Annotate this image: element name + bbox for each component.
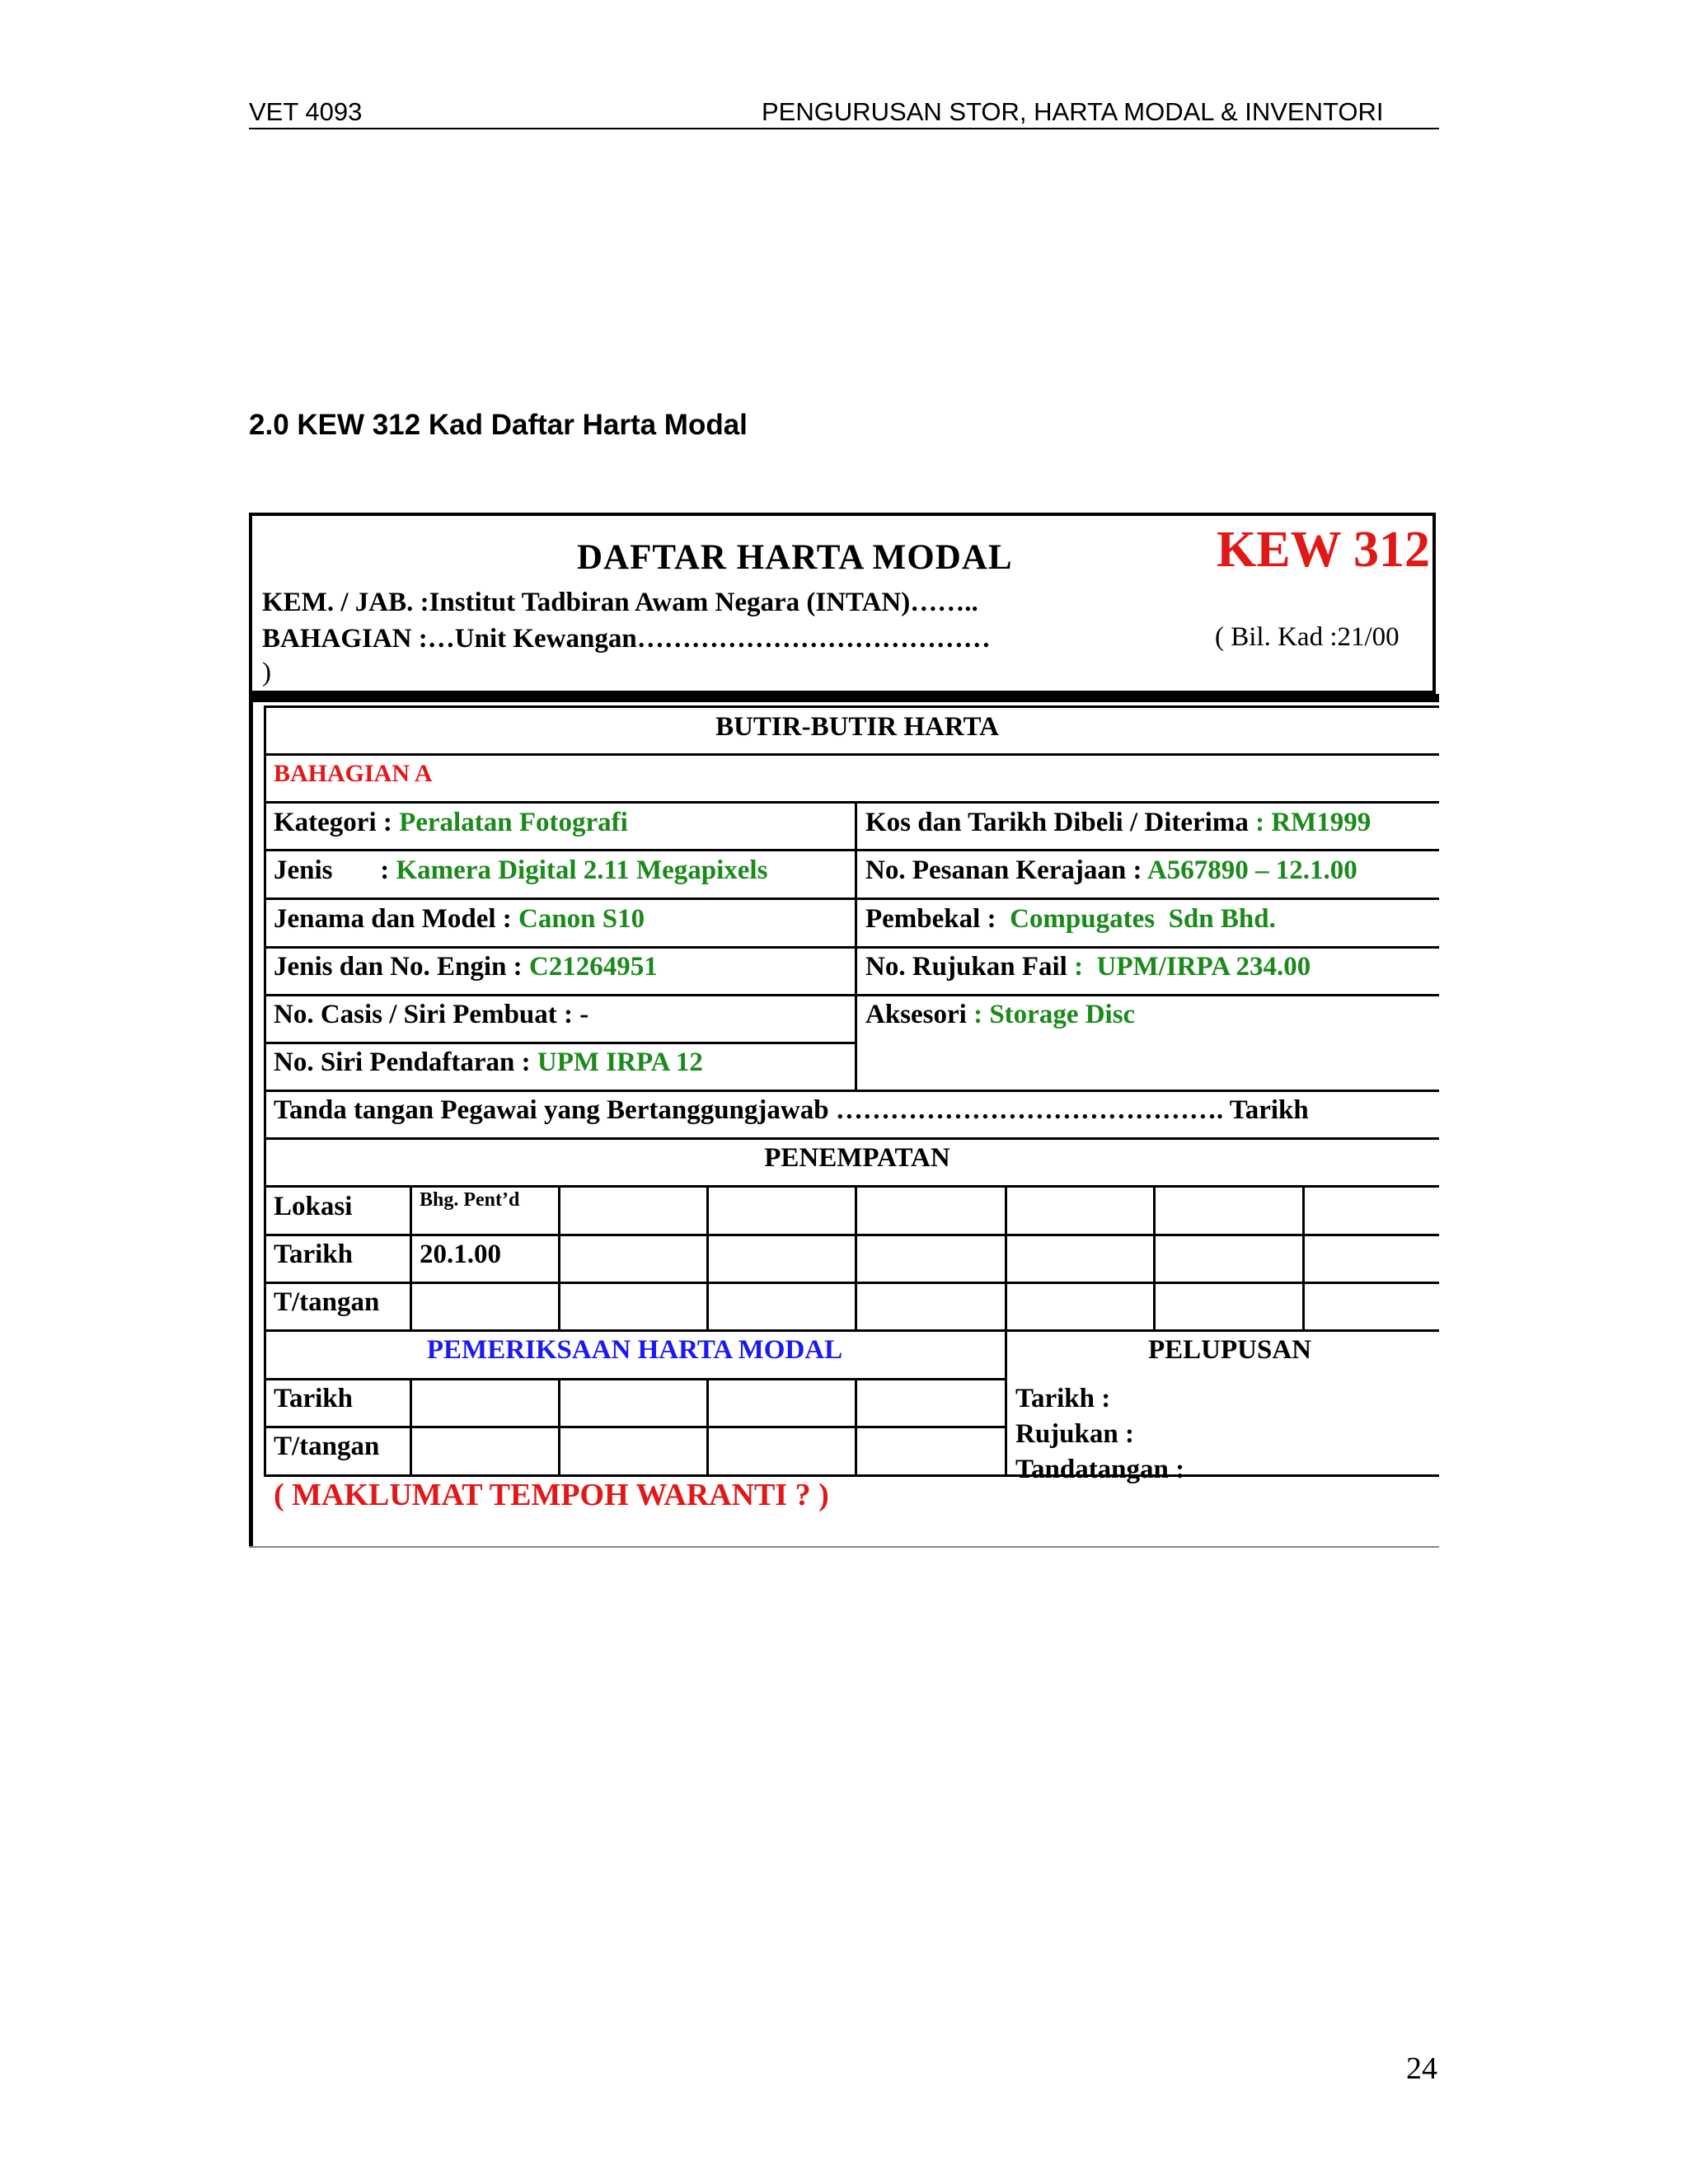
- closing-paren: ): [262, 658, 271, 687]
- jenis-field: Jenis : Kamera Digital 2.11 Megapixels: [274, 855, 768, 885]
- signature-line: Tanda tangan Pegawai yang Bertanggungjawab ……………………………………. Tarikh: [274, 1095, 1309, 1125]
- section-title: 2.0 KEW 312 Kad Daftar Harta Modal: [249, 409, 748, 441]
- card-title: DAFTAR HARTA MODAL: [577, 538, 1013, 577]
- jenama-model-field: Jenama dan Model : Canon S10: [274, 904, 645, 934]
- kem-jab-line: KEM. / JAB. :Institut Tadbiran Awam Negara (INTAN)……..: [262, 588, 978, 617]
- aksesori-field: Aksesori : Storage Disc: [865, 1000, 1136, 1029]
- card-header-shadow: [249, 694, 1439, 702]
- pemeriksaan-tarikh-label: Tarikh: [274, 1384, 354, 1413]
- header-rule: [249, 128, 1439, 129]
- card-bottom-rule: [249, 1546, 1439, 1548]
- siri-pendaftaran-field: No. Siri Pendaftaran : UPM IRPA 12: [274, 1047, 703, 1077]
- engin-field: Jenis dan No. Engin : C21264951: [274, 952, 658, 982]
- kategori-field: Kategori : Peralatan Fotografi: [274, 808, 628, 837]
- lokasi-label: Lokasi: [274, 1192, 353, 1221]
- butir-heading: BUTIR-BUTIR HARTA: [715, 712, 999, 742]
- bahagian-a-label: BAHAGIAN A: [274, 760, 433, 787]
- lokasi-value: Bhg. Pent’d: [420, 1189, 520, 1211]
- warranty-note: ( MAKLUMAT TEMPOH WARANTI ? ): [274, 1478, 829, 1512]
- header-course-code: VET 4093: [249, 97, 363, 126]
- pelupusan-heading: PELUPUSAN: [1147, 1335, 1312, 1365]
- pembekal-field: Pembekal : Compugates Sdn Bhd.: [865, 904, 1276, 934]
- form-code: KEW 312: [1217, 522, 1430, 578]
- penempatan-tarikh-label: Tarikh: [274, 1240, 354, 1269]
- penempatan-tarikh-value: 20.1.00: [420, 1240, 501, 1269]
- rujukan-fail-field: No. Rujukan Fail : UPM/IRPA 234.00: [865, 952, 1311, 982]
- header-course-title: PENGURUSAN STOR, HARTA MODAL & INVENTORI: [762, 97, 1384, 126]
- pelupusan-tandatangan: Tandatangan :: [1015, 1455, 1185, 1484]
- penempatan-ttangan-label: T/tangan: [274, 1287, 380, 1317]
- penempatan-heading: PENEMPATAN: [764, 1143, 950, 1173]
- bil-kad: ( Bil. Kad :21/00: [1215, 622, 1400, 652]
- pelupusan-tarikh: Tarikh :: [1015, 1384, 1111, 1413]
- pemeriksaan-heading: PEMERIKSAAN HARTA MODAL: [426, 1335, 843, 1365]
- pelupusan-rujukan: Rujukan :: [1015, 1419, 1134, 1449]
- bahagian-line: BAHAGIAN :…Unit Kewangan…………………………………: [262, 624, 991, 654]
- card-left-border: [249, 702, 253, 1548]
- page-number: 24: [1406, 2051, 1437, 2086]
- no-pesanan-field: No. Pesanan Kerajaan : A567890 – 12.1.00: [865, 855, 1357, 885]
- kos-tarikh-field: Kos dan Tarikh Dibeli / Diterima : RM1999: [865, 808, 1372, 837]
- pemeriksaan-ttangan-label: T/tangan: [274, 1432, 380, 1461]
- casis-field: No. Casis / Siri Pembuat : -: [274, 1000, 589, 1029]
